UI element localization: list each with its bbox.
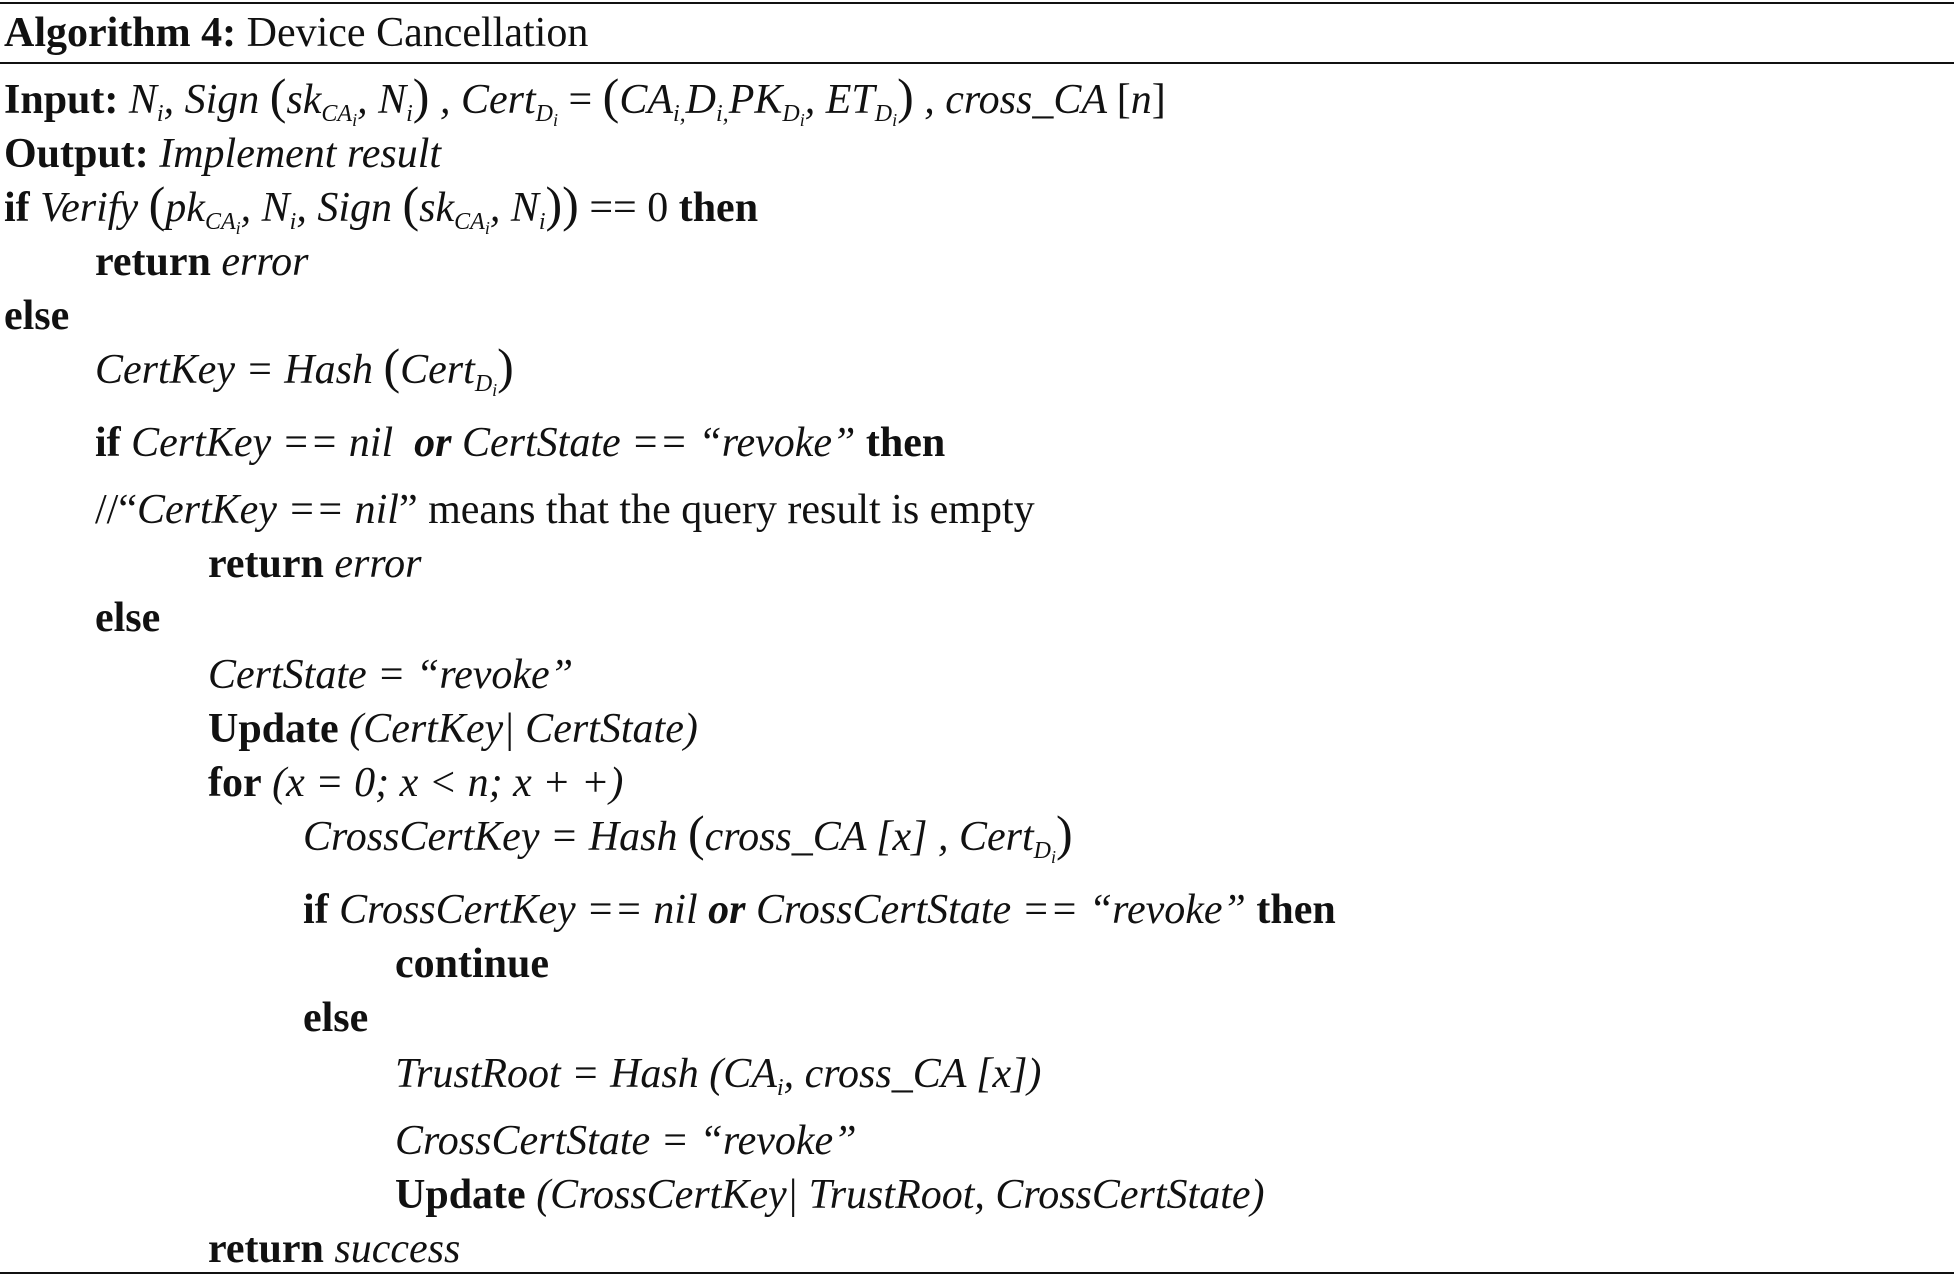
return-success-value: success — [334, 1226, 461, 1272]
crosscertstate-eq: CrossCertState == “revoke” — [756, 887, 1246, 933]
cross-ca-arg: cross_CA [x] , — [704, 814, 959, 860]
or-keyword: or — [414, 420, 452, 466]
crosscertkey-assign: CrossCertKey = Hash — [303, 814, 678, 860]
certstate-assign-line — [208, 648, 573, 702]
return-keyword: return — [208, 541, 324, 587]
for-loop-expr: (x = 0; x < n; x + +) — [272, 760, 624, 806]
trustroot-assign-line: TrustRoot = Hash ($CA_i$, cross_CA [x]) — [395, 1051, 1042, 1101]
update-keyword: Update — [395, 1172, 526, 1218]
comment-suffix: ” means that the query result is empty — [398, 487, 1035, 533]
comment-expr: CertKey == nil — [136, 487, 399, 533]
caption-rule — [0, 62, 1954, 64]
then-keyword: then — [1256, 887, 1336, 933]
return-error-line-1 — [95, 235, 309, 289]
verify-eq-zero: == 0 — [589, 185, 669, 231]
trustroot-tail: , cross_CA [x]) — [783, 1051, 1042, 1097]
else-keyword: else — [95, 595, 161, 641]
certkey-assign-line: CertKey = Hash (Cert$_{D_i}$) — [95, 338, 514, 400]
return-success-line — [208, 1222, 460, 1276]
output-line — [4, 127, 441, 181]
if-keyword: if — [303, 887, 329, 933]
update-cross-args: (CrossCertKey| TrustRoot, CrossCertState) — [536, 1172, 1265, 1218]
verify-args: ($pk_{CA_i}$, $N_i$, Sign ($sk_{CA_i}$, $N_i$)) — [148, 176, 579, 238]
input-formula: $N_i$, Sign ($sk_{CA_i}$, $N_i$) , Cert$_{D_i}$ = ($CA_{i,}D_{i,}PK_{D_i}$, $ET_{D_i}$) , cross_CA [n] — [128, 68, 1166, 130]
certkey-check-line — [95, 416, 945, 470]
crosscertkey-assign-line: CrossCertKey = Hash (cross_CA [x] , Cert$_{D_i}$) — [303, 805, 1073, 867]
trustroot-assign: TrustRoot = Hash (CA — [395, 1051, 777, 1097]
update-certkey-line — [208, 702, 698, 756]
update-certkey-args: (CertKey| CertState) — [349, 706, 698, 752]
continue-keyword: continue — [395, 941, 550, 987]
certstate-eq: CertState == “revoke” — [462, 420, 856, 466]
or-keyword: or — [708, 887, 746, 933]
crosscertstate-assign-line — [395, 1114, 857, 1168]
else-keyword: else — [4, 293, 70, 339]
else-line-3 — [303, 991, 368, 1045]
certstate-assign: CertState = “revoke” — [208, 652, 574, 698]
cert-symbol: Cert — [959, 814, 1034, 860]
crosscertkey-nil: CrossCertKey == nil — [339, 887, 698, 933]
return-keyword: return — [95, 239, 211, 285]
return-keyword: return — [208, 1226, 324, 1272]
return-value: error — [334, 541, 422, 587]
crosscertkey-check-line — [303, 883, 1336, 937]
then-keyword: then — [865, 420, 946, 466]
comment-line — [95, 483, 1035, 537]
cert-symbol: Cert — [400, 347, 475, 393]
for-line — [208, 756, 623, 810]
input-keyword: Input: — [4, 77, 119, 123]
certkey-nil: CertKey == nil — [131, 420, 394, 466]
if-keyword: if — [95, 420, 121, 466]
certkey-assign: CertKey = Hash — [95, 347, 373, 393]
for-keyword: for — [208, 760, 262, 806]
else-line-2 — [95, 591, 160, 645]
comment-prefix: //“ — [95, 487, 137, 533]
else-keyword: else — [303, 995, 369, 1041]
algorithm-label: Algorithm 4: — [4, 10, 237, 56]
output-value: Implement result — [159, 131, 442, 177]
else-line-1 — [4, 289, 69, 343]
update-cross-line — [395, 1168, 1265, 1222]
crosscertstate-assign: CrossCertState = “revoke” — [395, 1118, 857, 1164]
if-keyword: if — [4, 185, 30, 231]
verify-function: Verify — [40, 185, 139, 231]
verify-line — [4, 176, 759, 238]
return-error-line-2 — [208, 537, 422, 591]
update-keyword: Update — [208, 706, 339, 752]
algorithm-caption — [4, 4, 588, 62]
algorithm-title: Device Cancellation — [246, 10, 589, 56]
output-keyword: Output: — [4, 131, 149, 177]
return-value: error — [221, 239, 309, 285]
continue-line — [395, 937, 549, 991]
bottom-rule — [0, 1272, 1954, 1274]
then-keyword: then — [678, 185, 759, 231]
input-line — [4, 68, 1166, 130]
